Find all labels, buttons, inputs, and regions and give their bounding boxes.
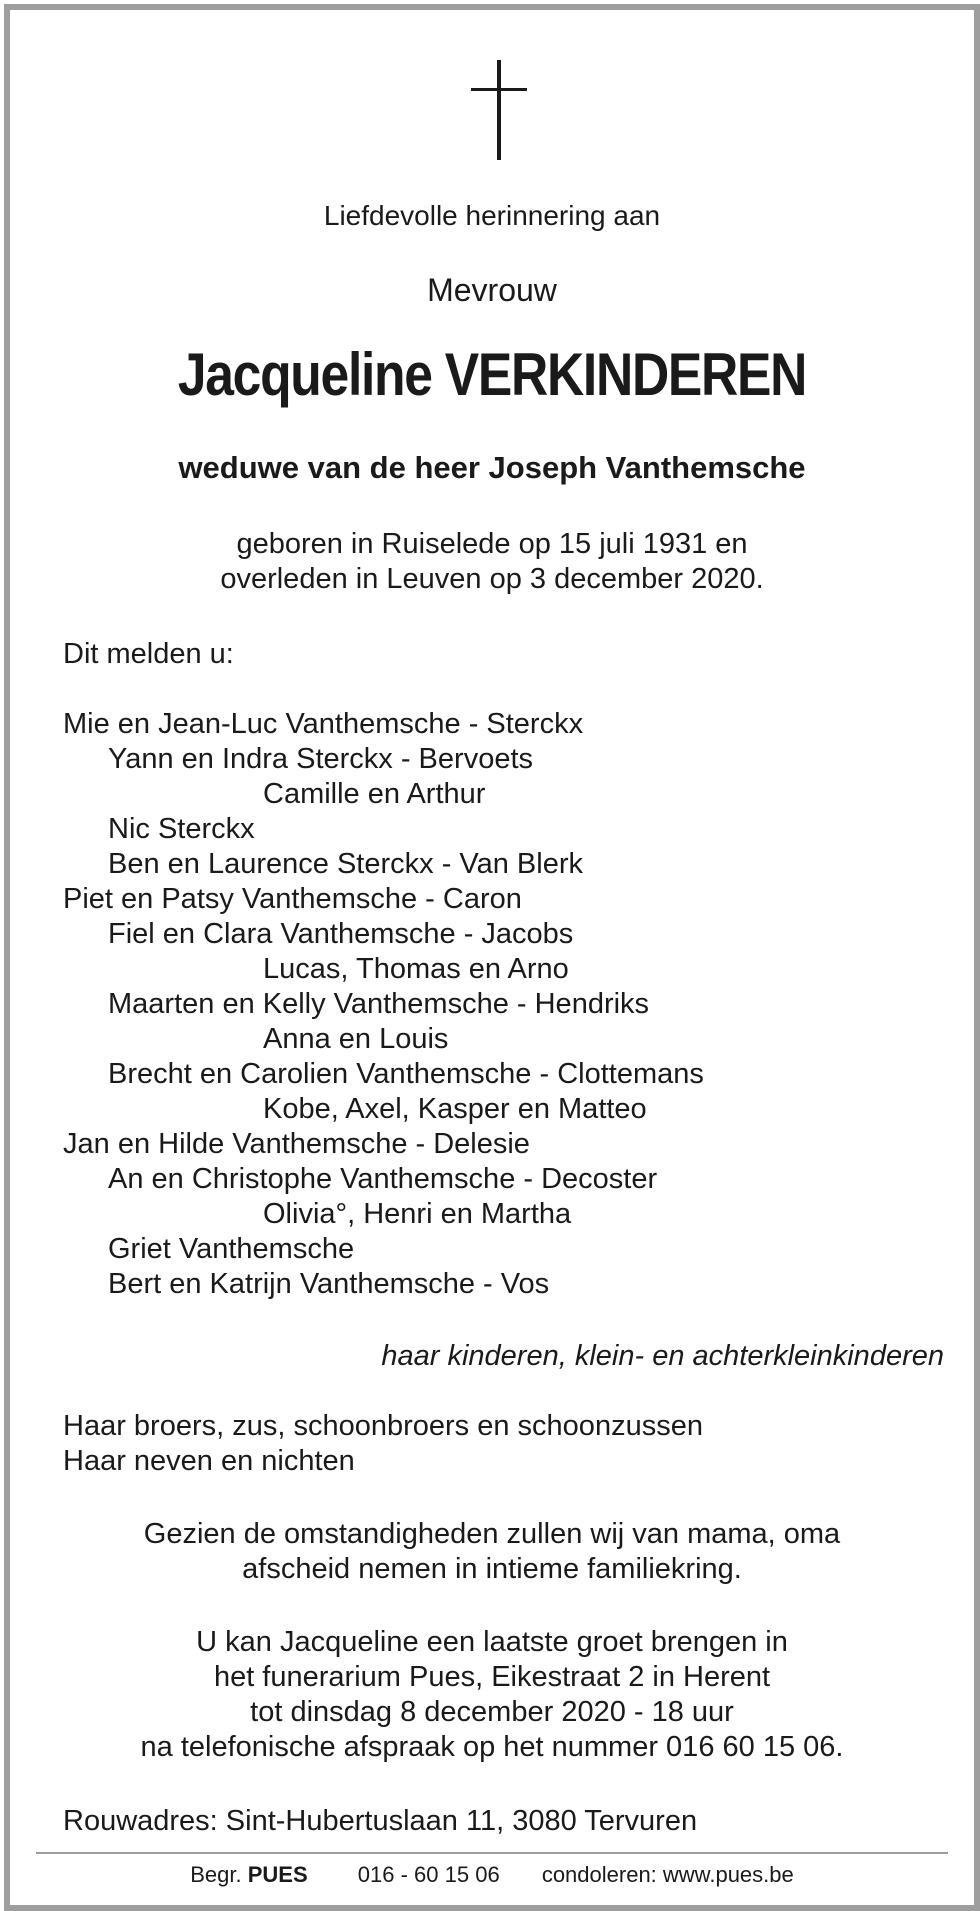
family-member: Griet Vanthemsche [108,1233,355,1265]
announce-line: Dit melden u: [63,638,234,670]
family-member: Brecht en Carolien Vanthemsche - Clottemans [108,1058,704,1090]
visit-line: het funerarium Pues, Eikestraat 2 in Herent [213,1661,771,1693]
footer [10,1862,974,1888]
family-member: Yann en Indra Sterckx - Bervoets [108,743,534,775]
birth-line: geboren in Ruiselede op 15 juli 1931 en [236,528,748,560]
notice-frame [4,4,980,1911]
visit-line: na telefonische afspraak op het nummer 016 60 15 06. [140,1731,844,1763]
relatives-line: Haar neven en nichten [63,1445,355,1477]
footer-divider [36,1852,948,1854]
death-line: overleden in Leuven op 3 december 2020. [220,563,764,595]
footer-prefix: Begr. [190,1862,242,1887]
notice-content [10,10,974,1905]
deceased-name: Jacqueline VERKINDEREN [177,341,807,408]
footer-company: PUES [247,1862,308,1887]
family-member: An en Christophe Vanthemsche - Decoster [108,1163,658,1195]
family-member: Camille en Arthur [263,778,486,810]
honorific: Mevrouw [427,272,557,308]
family-member: Piet en Patsy Vanthemsche - Caron [63,883,522,915]
family-member: Anna en Louis [263,1023,449,1055]
visit-line: U kan Jacqueline een laatste groet brengen in [196,1626,788,1658]
family-member: Mie en Jean-Luc Vanthemsche - Sterckx [63,708,584,740]
family-member: Fiel en Clara Vanthemsche - Jacobs [108,918,574,950]
farewell-line: Gezien de omstandigheden zullen wij van mama, oma [143,1518,841,1550]
cross-icon [471,60,527,160]
mourning-address: Rouwadres: Sint-Hubertuslaan 11, 3080 Tervuren [63,1805,698,1837]
intro-line: Liefdevolle herinnering aan [323,200,661,231]
farewell-line: afscheid nemen in intieme familiekring. [242,1553,742,1585]
family-member: Bert en Katrijn Vanthemsche - Vos [108,1268,550,1300]
footer-phone: 016 - 60 15 06 [357,1862,500,1887]
visit-line: tot dinsdag 8 december 2020 - 18 uur [250,1696,734,1728]
family-member: Maarten en Kelly Vanthemsche - Hendriks [108,988,650,1020]
family-member: Nic Sterckx [108,813,255,845]
footer-condolences: condoleren: www.pues.be [541,1862,794,1887]
family-member: Kobe, Axel, Kasper en Matteo [263,1093,647,1125]
relatives-line: Haar broers, zus, schoonbroers en schoonzussen [63,1410,703,1442]
family-member: Olivia°, Henri en Martha [263,1198,572,1230]
family-caption: haar kinderen, klein- en achterkleinkinderen [381,1340,944,1372]
family-member: Ben en Laurence Sterckx - Van Blerk [108,848,583,880]
family-member: Lucas, Thomas en Arno [263,953,569,985]
family-member: Jan en Hilde Vanthemsche - Delesie [63,1128,530,1160]
widow-of-line: weduwe van de heer Joseph Vanthemsche [178,450,806,485]
